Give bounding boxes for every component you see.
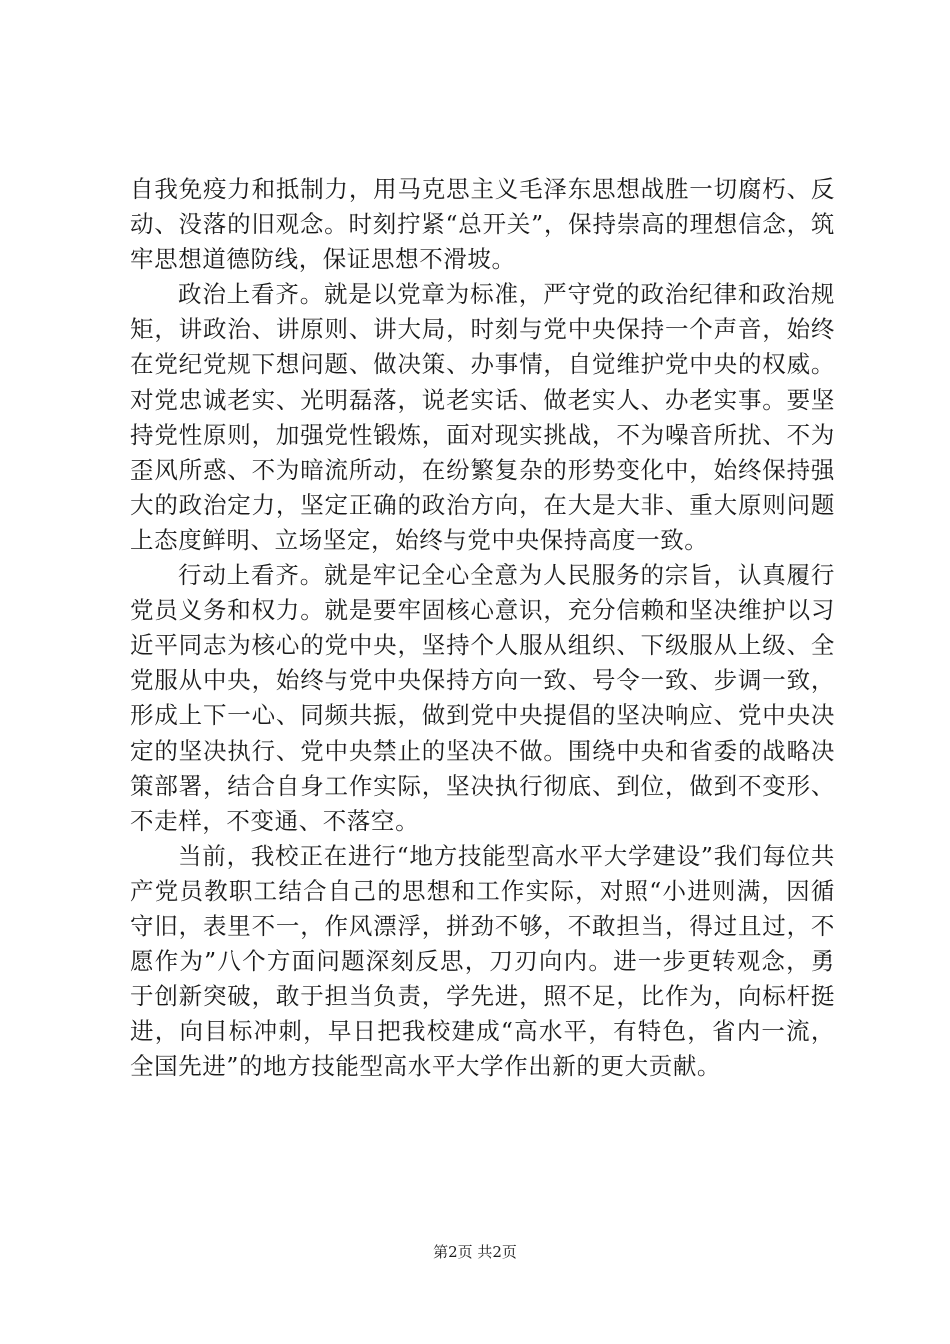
paragraph-school-construction: 当前，我校正在进行“地方技能型高水平大学建设”我们每位共产党员教职工结合自己的思想和工作实际，对照“小进则满，因循守旧，表里不一，作风漂浮，拼劲不够，不敢担当，得过且过，不愿作为”八个方面问题深刻反思，刀刃向内。进一步更转观念，勇于创新突破，敢于担当负责，学先进，照不足，比作为，向标杆挺进，向目标冲刺，早日把我校建成“高水平，有特色，省内一流，全国先进”的地方技能型高水平大学作出新的更大贡献。	[130, 841, 835, 1081]
paragraph-political-alignment: 政治上看齐。就是以党章为标准，严守党的政治纪律和政治规矩，讲政治、讲原则、讲大局，时刻与党中央保持一个声音，始终在党纪党规下想问题、做决策、办事情，自觉维护党中央的权威。对党忠诚老实、光明磊落，说老实话、做老实人、办老实事。要坚持党性原则，加强党性锻炼，面对现实挑战，不为噪音所扰、不为歪风所惑、不为暗流所动，在纷繁复杂的形势变化中，始终保持强大的政治定力，坚定正确的政治方向，在大是大非、重大原则问题上态度鲜明、立场坚定，始终与党中央保持高度一致。	[130, 280, 835, 554]
page-number-footer: 第2页 共2页	[433, 1243, 517, 1261]
paragraph-action-alignment: 行动上看齐。就是牢记全心全意为人民服务的宗旨，认真履行党员义务和权力。就是要牢固核心意识，充分信赖和坚决维护以习近平同志为核心的党中央，坚持个人服从组织、下级服从上级、全党服从中央，始终与党中央保持方向一致、号令一致、步调一致，形成上下一心、同频共振，做到党中央提倡的坚决响应、党中央决定的坚决执行、党中央禁止的坚决不做。围绕中央和省委的战略决策部署，结合自身工作实际，坚决执行彻底、到位，做到不变形、不走样，不变通、不落空。	[130, 561, 835, 835]
paragraph-continuation: 自我免疫力和抵制力，用马克思主义毛泽东思想战胜一切腐朽、反动、没落的旧观念。时刻拧紧“总开关”，保持崇高的理想信念，筑牢思想道德防线，保证思想不滑坡。	[130, 175, 835, 274]
document-body	[130, 172, 835, 1084]
